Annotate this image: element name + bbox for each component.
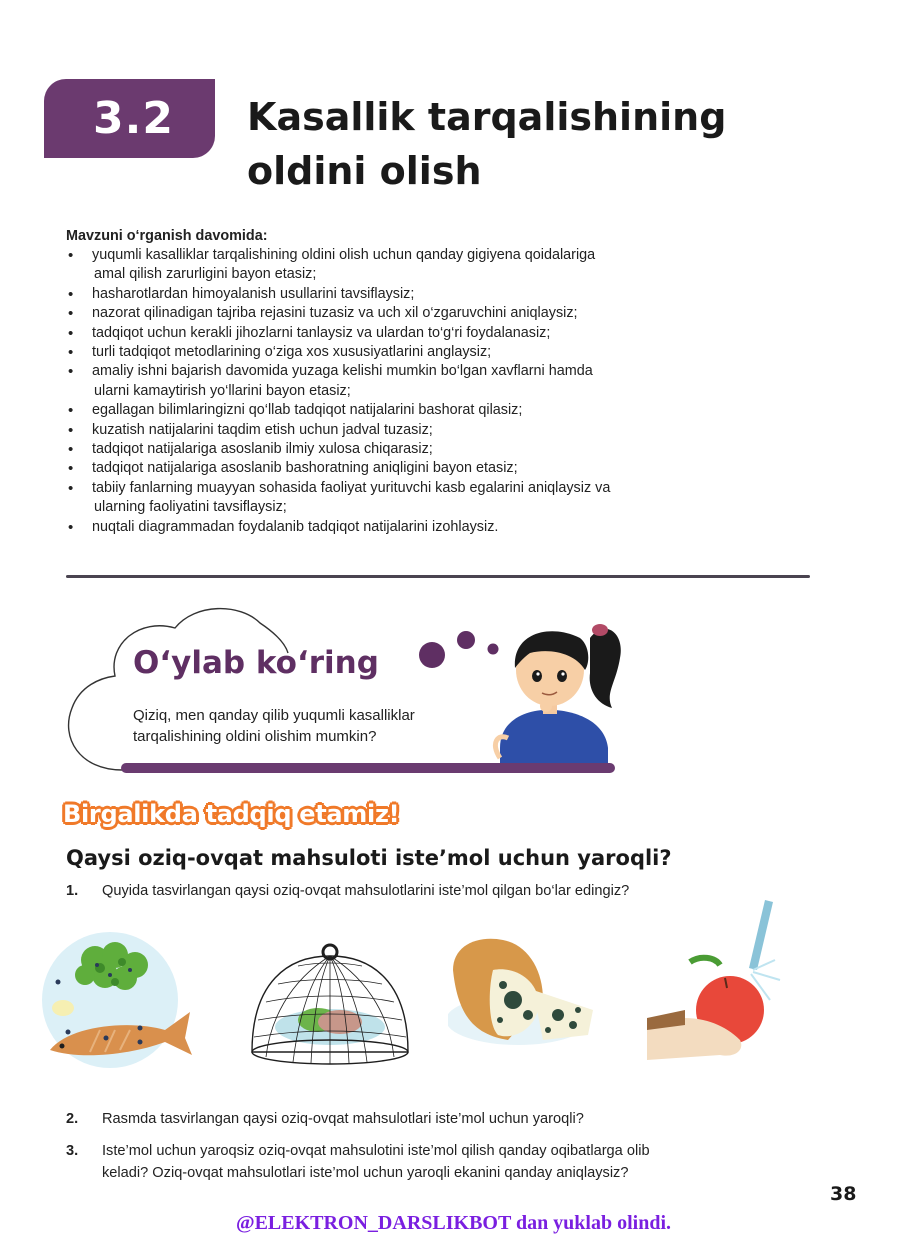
food-under-mesh-cover-image [248, 942, 413, 1072]
objective-item: • kuzatish natijalarini taqdim etish uchun jadval tuzasiz; [66, 421, 766, 440]
objective-item: • turli tadqiqot metodlarining o‘ziga xos xususiyatlarini anglaysiz; [66, 343, 766, 362]
explore-together-label: Birgalikda tadqiq etamiz! [63, 800, 400, 828]
question-number: 2. [66, 1111, 79, 1127]
question-number: 3. [66, 1143, 79, 1159]
objectives-heading: Mavzuni o‘rganish davomida: [66, 228, 268, 244]
objectives-section [66, 226, 766, 537]
question-item-3 [66, 1140, 826, 1184]
objective-item: • tadqiqot uchun kerakli jihozlarni tanlaysiz va ulardan to‘g‘ri foydalanasiz; [66, 324, 766, 343]
objective-item: • tadqiqot natijalariga asoslanib ilmiy xulosa chiqarasiz; [66, 440, 766, 459]
objective-item: • nuqtali diagrammadan foydalanib tadqiqot natijalarini izohlaysiz. [66, 518, 766, 537]
question-text: Rasmda tasvirlangan qaysi oziq-ovqat mahsulotlari iste’mol uchun yaroqli? [102, 1111, 584, 1127]
objective-item: • tabiiy fanlarning muayyan sohasida faoliyat yurituvchi kasb egalarini aniqlaysiz va ularning faoliyatini tavsiflaysiz; [66, 479, 766, 518]
objective-item: • hasharotlardan himoyalanish usullarini tavsiflaysiz; [66, 285, 766, 304]
page-number: 38 [830, 1183, 857, 1205]
objective-item: • amaliy ishni bajarish davomida yuzaga kelishi mumkin bo‘lgan xavflarni hamda ularni kamaytirish yo‘llarini bayon etasiz; [66, 362, 766, 401]
question-item-2 [66, 1108, 826, 1130]
think-text: Qiziq, men qanday qilib yuqumli kasalliklar tarqalishining oldini olishim mumkin? [133, 707, 415, 745]
objective-item: • tadqiqot natijalariga asoslanib bashoratning aniqligini bayon etasiz; [66, 459, 766, 478]
question-item-1 [66, 880, 826, 902]
lesson-title-line1: Kasallik tarqalishining [247, 95, 727, 139]
think-title: O‘ylab ko‘ring [133, 645, 379, 681]
lesson-number-badge [44, 79, 215, 158]
fish-and-greens-with-flies-image [40, 930, 200, 1070]
section-divider [66, 575, 810, 578]
objectives-list [66, 246, 766, 537]
question-title: Qaysi oziq-ovqat mahsuloti iste’mol uchun yaroqli? [66, 846, 672, 870]
objective-item: • egallagan bilimlaringizni qo‘llab tadqiqot natijalarini bashorat qilasiz; [66, 401, 766, 420]
apple-washed-under-water-image [645, 900, 785, 1075]
thought-cloud-icon [60, 598, 630, 783]
fish-greens-flies-icon [40, 930, 200, 1070]
objective-item: • nazorat qilinadigan tajriba rejasini tuzasiz va uch xil o‘zgaruvchini aniqlaysiz; [66, 304, 766, 323]
question-text: Quyida tasvirlangan qaysi oziq-ovqat mahsulotlarini iste’mol qilgan bo‘lar edingiz? [102, 883, 630, 899]
moldy-bread-icon [448, 930, 598, 1050]
objective-item: • yuqumli kasalliklar tarqalishining oldini olish uchun qanday gigiyena qoidalariga amal qilish zarurligini bayon etasiz; [66, 246, 766, 285]
question-number: 1. [66, 883, 79, 899]
thinking-girl-illustration [495, 624, 620, 763]
think-box [60, 598, 630, 783]
lesson-title [247, 90, 807, 198]
question-text-line1: Iste’mol uchun yaroqsiz oziq-ovqat mahsulotini iste’mol qilish qanday oqibatlarga olib [102, 1143, 650, 1159]
lesson-title-line2: oldini olish [247, 149, 482, 193]
apple-washing-icon [645, 900, 785, 1075]
mesh-food-cover-icon [248, 942, 413, 1072]
download-source-footer: @ELEKTRON_DARSLIKBOT dan yuklab olindi. [235, 1212, 672, 1234]
question-text-line2: keladi? Oziq-ovqat mahsulotlari iste’mol uchun yaroqli ekanini qanday aniqlaysiz? [102, 1165, 629, 1181]
think-box-bar [121, 763, 615, 773]
lesson-number: 3.2 [93, 93, 174, 144]
moldy-bread-image [448, 930, 598, 1050]
